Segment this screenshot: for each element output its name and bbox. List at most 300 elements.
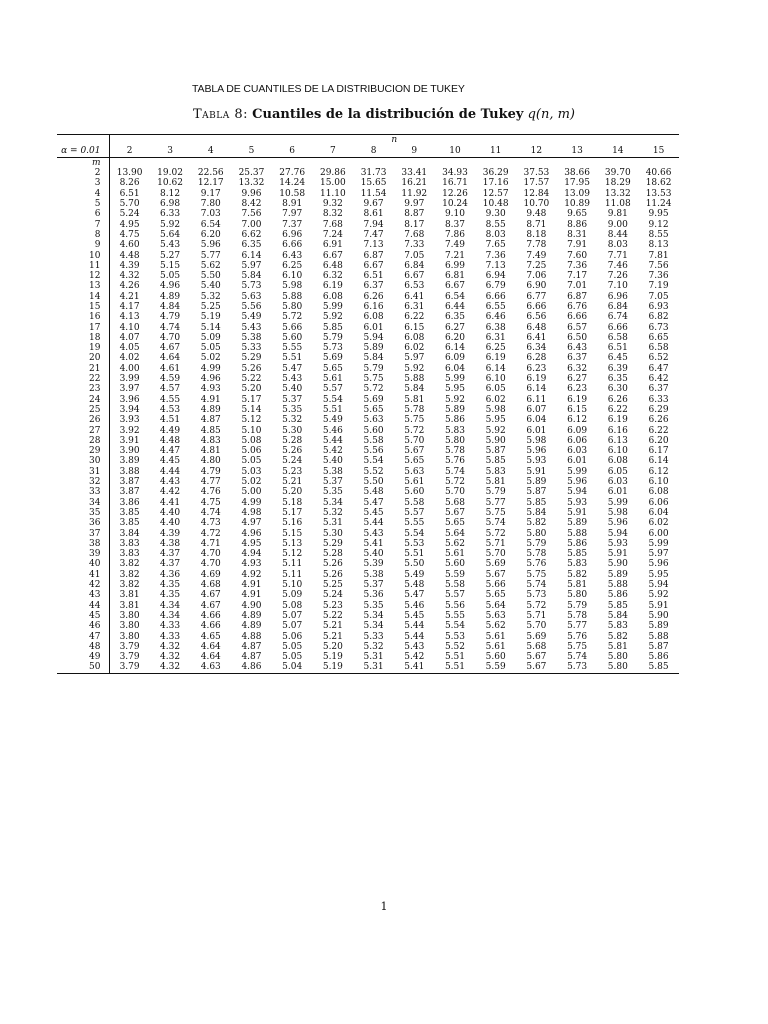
table-cell: 6.08 xyxy=(404,332,425,343)
table-cell: 4.89 xyxy=(160,291,181,302)
table-row xyxy=(57,498,679,508)
table-cell: 5.65 xyxy=(444,518,465,529)
table-cell: 5.99 xyxy=(648,538,669,549)
table-cell: 5.26 xyxy=(322,559,343,570)
table-cell: 4.95 xyxy=(119,219,140,230)
table-cell: 7.00 xyxy=(241,219,262,230)
table-cell: 3.92 xyxy=(119,425,140,436)
table-cell: 5.50 xyxy=(404,559,425,570)
table-cell: 5.93 xyxy=(567,497,588,508)
table-cell: 5.08 xyxy=(241,435,262,446)
table-cell: 5.75 xyxy=(526,569,547,580)
table-cell: 6.06 xyxy=(648,497,669,508)
table-cell: 6.42 xyxy=(648,374,669,385)
table-cell: 7.33 xyxy=(404,240,425,251)
table-row xyxy=(57,405,679,415)
table-row xyxy=(57,302,679,312)
table-cell: 6.91 xyxy=(322,240,343,251)
table-cell: 4.93 xyxy=(241,559,262,570)
table-cell: 5.65 xyxy=(322,363,343,374)
table-cell: 5.82 xyxy=(607,631,628,642)
table-row xyxy=(57,395,679,405)
table-cell: 5.60 xyxy=(444,559,465,570)
column-header: 6 xyxy=(289,146,296,156)
table-cell: 5.99 xyxy=(322,302,343,312)
table-cell: 4.81 xyxy=(200,446,221,457)
table-cell: 6.09 xyxy=(444,353,465,364)
table-cell: 5.84 xyxy=(363,353,384,364)
table-cell: 5.72 xyxy=(526,600,547,611)
table-cell: 5.38 xyxy=(322,466,343,477)
table-cell: 4.39 xyxy=(160,528,181,539)
table-cell: 4.96 xyxy=(241,528,262,539)
table-cell: 5.85 xyxy=(567,549,588,560)
page-header: TABLA DE CUANTILES DE LA DISTRIBUCION DE TUKEY xyxy=(192,83,465,95)
row-m-value: 19 xyxy=(57,343,109,353)
table-cell: 4.96 xyxy=(200,374,221,385)
table-cell: 6.65 xyxy=(648,332,669,343)
table-cell: 5.45 xyxy=(404,610,425,621)
table-cell: 5.86 xyxy=(444,415,465,426)
table-cell: 5.94 xyxy=(567,487,588,498)
table-cell: 9.67 xyxy=(363,199,384,210)
table-cell: 33.41 xyxy=(401,168,428,179)
table-cell: 5.62 xyxy=(200,260,221,271)
table-cell: 6.96 xyxy=(282,229,303,240)
table-cell: 5.85 xyxy=(485,456,506,467)
table-row xyxy=(57,652,679,662)
table-cell: 6.31 xyxy=(404,302,425,312)
table-cell: 16.21 xyxy=(401,178,428,189)
column-header: 7 xyxy=(330,146,336,156)
table-cell: 3.87 xyxy=(119,487,140,498)
page-number: 1 xyxy=(380,900,388,913)
table-cell: 6.02 xyxy=(485,394,506,405)
row-m-value: 49 xyxy=(57,652,109,662)
table-cell: 4.44 xyxy=(160,466,181,477)
table-cell: 5.69 xyxy=(485,559,506,570)
table-cell: 5.83 xyxy=(444,425,465,436)
table-cell: 5.66 xyxy=(282,322,303,333)
table-cell: 5.89 xyxy=(607,569,628,580)
table-row xyxy=(57,436,679,446)
table-cell: 4.13 xyxy=(119,312,140,323)
table-cell: 3.89 xyxy=(119,456,140,467)
row-m-value: 45 xyxy=(57,611,109,621)
table-cell: 5.04 xyxy=(282,662,303,673)
table-cell: 4.21 xyxy=(119,291,140,302)
row-m-value: 43 xyxy=(57,590,109,600)
table-cell: 6.04 xyxy=(526,415,547,426)
table-cell: 5.55 xyxy=(282,343,303,354)
table-row xyxy=(57,374,679,384)
table-cell: 17.57 xyxy=(523,178,550,189)
table-cell: 5.59 xyxy=(485,662,506,673)
table-row xyxy=(57,611,679,621)
table-cell: 5.65 xyxy=(363,404,384,415)
caption-notation: q(n, m) xyxy=(527,107,576,122)
row-m-value: 40 xyxy=(57,559,109,569)
table-cell: 5.44 xyxy=(404,621,425,632)
table-cell: 4.87 xyxy=(241,652,262,663)
table-cell: 6.33 xyxy=(648,394,669,405)
table-cell: 5.02 xyxy=(241,477,262,488)
table-cell: 3.94 xyxy=(119,404,140,415)
table-cell: 6.16 xyxy=(607,425,628,436)
table-cell: 7.10 xyxy=(607,281,628,292)
table-cell: 3.99 xyxy=(119,374,140,385)
table-cell: 5.83 xyxy=(485,466,506,477)
table-cell: 5.09 xyxy=(200,332,221,343)
table-cell: 5.37 xyxy=(322,477,343,488)
table-cell: 4.89 xyxy=(241,610,262,621)
table-cell: 6.37 xyxy=(648,384,669,395)
table-cell: 5.07 xyxy=(282,621,303,632)
table-row xyxy=(57,384,679,394)
table-cell: 5.59 xyxy=(444,569,465,580)
table-cell: 5.65 xyxy=(485,590,506,601)
table-cell: 7.80 xyxy=(200,199,221,210)
table-cell: 7.05 xyxy=(648,291,669,302)
row-m-value: 41 xyxy=(57,570,109,580)
table-cell: 6.56 xyxy=(526,312,547,323)
table-cell: 5.42 xyxy=(404,652,425,663)
table-cell: 5.61 xyxy=(444,549,465,560)
table-cell: 6.47 xyxy=(648,363,669,374)
column-header: 15 xyxy=(652,146,665,156)
table-cell: 5.89 xyxy=(567,518,588,529)
table-cell: 5.72 xyxy=(444,477,465,488)
table-cell: 13.09 xyxy=(564,188,590,199)
table-cell: 5.24 xyxy=(282,456,303,467)
table-cell: 6.12 xyxy=(567,415,588,426)
table-cell: 5.50 xyxy=(363,477,384,488)
table-row xyxy=(57,549,679,559)
table-row xyxy=(57,271,679,281)
table-cell: 6.26 xyxy=(363,291,384,302)
table-cell: 5.80 xyxy=(607,652,628,663)
table-cell: 7.68 xyxy=(322,219,343,230)
table-cell: 5.79 xyxy=(485,487,506,498)
table-cell: 4.45 xyxy=(160,456,181,467)
table-cell: 5.77 xyxy=(567,621,588,632)
table-row xyxy=(57,446,679,456)
table-cell: 6.16 xyxy=(363,302,384,312)
table-cell: 5.10 xyxy=(282,580,303,591)
table-cell: 5.95 xyxy=(444,384,465,395)
table-cell: 7.65 xyxy=(485,240,506,251)
table-cell: 5.31 xyxy=(363,652,384,663)
table-row xyxy=(57,590,679,600)
table-body xyxy=(57,168,679,673)
table-cell: 29.86 xyxy=(319,168,346,179)
table-cell: 5.32 xyxy=(322,507,343,518)
table-cell: 5.72 xyxy=(404,425,425,436)
table-cell: 5.85 xyxy=(607,600,628,611)
table-row xyxy=(57,219,679,229)
table-cell: 13.53 xyxy=(645,188,672,199)
table-cell: 5.45 xyxy=(363,507,384,518)
table-cell: 5.30 xyxy=(322,528,343,539)
table-row xyxy=(57,580,679,590)
table-cell: 6.57 xyxy=(567,322,588,333)
caption-label: Tabla 8: xyxy=(192,107,249,122)
table-cell: 4.60 xyxy=(119,240,140,251)
table-cell: 7.47 xyxy=(363,229,384,240)
table-cell: 4.74 xyxy=(200,507,221,518)
table-row xyxy=(57,621,679,631)
table-cell: 6.10 xyxy=(282,271,303,282)
table-cell: 4.75 xyxy=(119,229,140,240)
table-row xyxy=(57,518,679,528)
table-cell: 5.20 xyxy=(241,384,262,395)
table-cell: 5.48 xyxy=(404,580,425,591)
table-cell: 4.64 xyxy=(200,652,221,663)
table-cell: 10.58 xyxy=(279,188,306,199)
table-cell: 5.25 xyxy=(200,302,221,312)
table-cell: 5.62 xyxy=(485,621,506,632)
table-cell: 6.20 xyxy=(444,332,465,343)
table-cell: 39.70 xyxy=(604,168,631,179)
table-cell: 3.80 xyxy=(119,631,140,642)
table-cell: 5.78 xyxy=(444,446,465,457)
table-cell: 4.35 xyxy=(160,580,181,591)
table-cell: 5.19 xyxy=(322,652,343,663)
table-cell: 5.51 xyxy=(404,549,425,560)
table-cell: 5.77 xyxy=(200,250,221,261)
table-row xyxy=(57,292,679,302)
table-cell: 4.34 xyxy=(160,600,181,611)
table-cell: 5.87 xyxy=(526,487,547,498)
table-cell: 11.92 xyxy=(401,188,428,199)
table-cell: 5.96 xyxy=(200,240,221,251)
table-cell: 7.97 xyxy=(282,209,303,220)
table-row xyxy=(57,477,679,487)
table-cell: 6.32 xyxy=(567,363,588,374)
table-cell: 5.43 xyxy=(160,240,181,251)
table-cell: 5.83 xyxy=(567,559,588,570)
table-cell: 5.63 xyxy=(241,291,262,302)
table-cell: 5.43 xyxy=(241,322,262,333)
table-cell: 4.95 xyxy=(241,538,262,549)
table-cell: 5.34 xyxy=(363,610,384,621)
table-cell: 5.67 xyxy=(485,569,506,580)
table-cell: 5.72 xyxy=(363,384,384,395)
table-cell: 5.75 xyxy=(485,507,506,518)
table-cell: 6.90 xyxy=(526,281,547,292)
table-row xyxy=(57,487,679,497)
table-cell: 3.85 xyxy=(119,507,140,518)
table-cell: 5.40 xyxy=(200,281,221,292)
m-label: m xyxy=(57,158,109,169)
table-cell: 12.26 xyxy=(442,188,468,199)
table-cell: 6.45 xyxy=(607,353,628,364)
table-cell: 15.00 xyxy=(319,178,346,189)
table-cell: 8.42 xyxy=(241,199,262,210)
table-cell: 6.05 xyxy=(485,384,506,395)
table-cell: 10.62 xyxy=(157,178,183,189)
table-cell: 5.92 xyxy=(404,363,425,374)
table-cell: 6.06 xyxy=(567,435,588,446)
table-cell: 5.47 xyxy=(404,590,425,601)
table-cell: 5.54 xyxy=(322,394,343,405)
table-cell: 4.41 xyxy=(160,497,181,508)
table-cell: 5.76 xyxy=(526,559,547,570)
table-row xyxy=(57,343,679,353)
table-cell: 3.81 xyxy=(119,600,140,611)
table-cell: 18.29 xyxy=(604,178,631,189)
table-cell: 5.98 xyxy=(485,404,506,415)
table-cell: 8.03 xyxy=(607,240,628,251)
table-cell: 4.70 xyxy=(200,559,221,570)
table-cell: 4.97 xyxy=(241,518,262,529)
row-m-value: 25 xyxy=(57,405,109,415)
table-cell: 5.71 xyxy=(485,538,506,549)
table-cell: 4.33 xyxy=(160,631,181,642)
table-cell: 5.92 xyxy=(160,219,181,230)
table-cell: 5.95 xyxy=(648,569,669,580)
table-cell: 6.54 xyxy=(200,219,221,230)
table-cell: 5.44 xyxy=(404,631,425,642)
table-cell: 4.40 xyxy=(160,518,181,529)
table-cell: 5.43 xyxy=(282,374,303,385)
table-cell: 6.98 xyxy=(160,199,181,210)
table-cell: 7.49 xyxy=(444,240,465,251)
table-cell: 6.00 xyxy=(648,528,669,539)
column-header: 8 xyxy=(370,146,377,156)
table-cell: 6.34 xyxy=(526,343,547,354)
column-header: 11 xyxy=(489,146,502,156)
table-cell: 18.62 xyxy=(645,178,672,189)
table-cell: 5.81 xyxy=(607,641,628,652)
table-cell: 6.67 xyxy=(322,250,343,261)
table-cell: 5.82 xyxy=(526,518,547,529)
table-cell: 5.19 xyxy=(322,662,343,673)
table-cell: 5.56 xyxy=(241,302,262,312)
table-cell: 5.75 xyxy=(404,415,425,426)
table-cell: 6.52 xyxy=(648,353,669,364)
table-cell: 5.88 xyxy=(404,374,425,385)
table-cell: 6.66 xyxy=(526,302,547,312)
row-m-value: 24 xyxy=(57,395,109,405)
table-cell: 5.48 xyxy=(363,487,384,498)
table-cell: 4.53 xyxy=(160,404,181,415)
table-cell: 8.17 xyxy=(404,219,425,230)
table-cell: 5.28 xyxy=(322,549,343,560)
table-cell: 5.44 xyxy=(363,518,384,529)
table-cell: 5.08 xyxy=(282,600,303,611)
table-cell: 4.37 xyxy=(160,559,181,570)
table-cell: 5.17 xyxy=(282,507,303,518)
table-cell: 5.67 xyxy=(404,446,425,457)
table-cell: 5.23 xyxy=(322,600,343,611)
table-cell: 5.69 xyxy=(322,353,343,364)
table-cell: 5.73 xyxy=(322,343,343,354)
table-cell: 5.73 xyxy=(241,281,262,292)
table-cell: 3.87 xyxy=(119,477,140,488)
table-cell: 6.58 xyxy=(648,343,669,354)
row-m-value: 13 xyxy=(57,281,109,291)
table-cell: 5.60 xyxy=(363,425,384,436)
table-cell: 8.44 xyxy=(607,229,628,240)
table-caption xyxy=(0,107,768,122)
table-cell: 6.07 xyxy=(526,404,547,415)
table-cell: 7.91 xyxy=(567,240,588,251)
table-cell: 4.71 xyxy=(200,538,221,549)
table-cell: 5.52 xyxy=(363,466,384,477)
table-cell: 6.66 xyxy=(282,240,303,251)
table-cell: 5.81 xyxy=(567,580,588,591)
table-cell: 5.30 xyxy=(282,425,303,436)
table-row xyxy=(57,467,679,477)
table-cell: 5.61 xyxy=(322,374,343,385)
table-cell: 5.43 xyxy=(404,641,425,652)
table-row xyxy=(57,364,679,374)
table-row xyxy=(57,425,679,435)
column-header: 9 xyxy=(411,146,418,156)
table-cell: 5.72 xyxy=(282,312,303,323)
column-header: 2 xyxy=(126,146,133,156)
table-cell: 5.18 xyxy=(282,497,303,508)
row-m-value: 23 xyxy=(57,384,109,394)
table-cell: 4.88 xyxy=(241,631,262,642)
table-cell: 5.78 xyxy=(404,404,425,415)
table-cell: 5.93 xyxy=(526,456,547,467)
table-cell: 5.84 xyxy=(526,507,547,518)
table-row xyxy=(57,631,679,641)
table-cell: 6.62 xyxy=(241,229,262,240)
table-cell: 7.49 xyxy=(526,250,547,261)
table-cell: 4.91 xyxy=(200,394,221,405)
table-cell: 4.83 xyxy=(200,435,221,446)
row-m-value: 48 xyxy=(57,642,109,652)
table-cell: 8.26 xyxy=(119,178,140,189)
table-cell: 8.55 xyxy=(648,229,669,240)
n-label-row xyxy=(57,135,679,146)
table-cell: 5.77 xyxy=(485,497,506,508)
table-cell: 6.43 xyxy=(567,343,588,354)
table-cell: 7.60 xyxy=(567,250,588,261)
table-cell: 5.21 xyxy=(322,621,343,632)
table-cell: 5.24 xyxy=(119,209,140,220)
table-cell: 7.36 xyxy=(567,260,588,271)
table-cell: 6.84 xyxy=(404,260,425,271)
table-cell: 5.07 xyxy=(282,610,303,621)
table-cell: 5.80 xyxy=(282,302,303,312)
table-cell: 5.34 xyxy=(322,497,343,508)
table-cell: 5.44 xyxy=(322,435,343,446)
row-m-value: 28 xyxy=(57,436,109,446)
table-cell: 3.79 xyxy=(119,662,140,673)
table-cell: 5.74 xyxy=(567,652,588,663)
column-header: 10 xyxy=(449,146,461,156)
table-cell: 6.51 xyxy=(607,343,628,354)
table-cell: 4.67 xyxy=(200,600,221,611)
table-cell: 5.36 xyxy=(363,590,384,601)
table-cell: 4.05 xyxy=(119,343,140,354)
table-cell: 3.88 xyxy=(119,466,140,477)
table-cell: 6.66 xyxy=(485,291,506,302)
table-cell: 6.50 xyxy=(567,332,588,343)
row-m-value: 50 xyxy=(57,662,109,673)
alpha-label: α = 0.01 xyxy=(57,145,109,158)
table-cell: 5.06 xyxy=(241,446,262,457)
table-cell: 9.12 xyxy=(648,219,669,230)
row-m-value: 26 xyxy=(57,415,109,425)
table-cell: 5.12 xyxy=(282,549,303,560)
table-cell: 5.29 xyxy=(322,538,343,549)
table-cell: 5.56 xyxy=(363,446,384,457)
